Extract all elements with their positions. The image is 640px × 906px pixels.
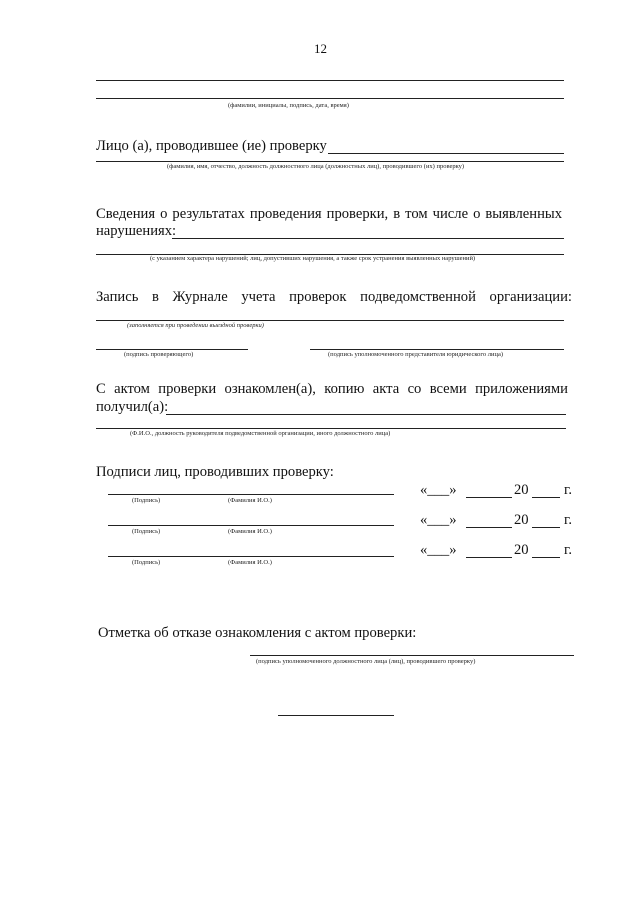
acquainted-line2: получил(а): [96,399,169,415]
blank-line-top-1 [96,80,564,81]
name-caption: (Фамилия И.О.) [228,559,272,566]
word: ознакомлен(а), [224,381,316,397]
signatures-heading: Подписи лиц, проводивших проверку: [96,464,334,480]
date-day: «___» [420,542,457,558]
acquainted-caption: (Ф.И.О., должность руководителя подведомственной организации, иного должностного лица) [130,430,391,437]
signature-caption: (Подпись) [132,528,161,535]
name-caption: (Фамилия И.О.) [228,528,272,535]
word: всеми [429,381,467,397]
word: акта [372,381,400,397]
date-month-line [466,527,512,528]
word: учета [241,289,276,305]
signature-line [108,494,394,495]
journal-sign-line-left [96,349,248,350]
word: том [405,206,428,222]
date-month-line [466,497,512,498]
inspector-blank-line-2 [96,161,564,162]
word: Журнале [172,289,228,305]
signature-caption: (Подпись) [132,497,161,504]
word: результатах [172,206,245,222]
journal-caption: (заполняется при проведении выездной проверки) [127,322,264,329]
date-year-line [532,557,560,558]
date-year-suffix: г. [564,482,572,498]
date-year-prefix: 20 [514,482,529,498]
signature-line [108,556,394,557]
word: Запись [96,289,139,305]
word: числе [432,206,469,222]
top-caption: (фамилии, инициалы, подпись, дата, время) [228,102,349,109]
journal-sign-line-right [310,349,564,350]
word: организации: [489,289,572,305]
signature-caption: (Подпись) [132,559,161,566]
word: в [393,206,401,222]
date-year-suffix: г. [564,512,572,528]
date-month-line [466,557,512,558]
page-number: 12 [314,41,327,56]
journal-blank-line [96,320,564,321]
journal-caption-left: (подпись проверяющего) [124,351,194,358]
word: со [407,381,422,397]
word: проверок [289,289,347,305]
inspector-label: Лицо (а), проводившее (ие) проверку [96,138,327,154]
inspector-blank-line [328,153,564,154]
results-blank-line [172,238,564,239]
inspector-caption: (фамилия, имя, отчество, должность должностного лица (должностных лиц), проводившего (их) проверку) [167,163,465,170]
word: С [96,381,106,397]
word: приложениями [475,381,568,397]
journal-caption-right: (подпись уполномоченного представителя юридического лица) [328,351,504,358]
refusal-blank-line [250,655,574,656]
date-year-suffix: г. [564,542,572,558]
word: проведения [249,206,322,222]
date-year-prefix: 20 [514,542,529,558]
results-line1 [96,207,562,222]
date-day: «___» [420,482,457,498]
acquainted-blank-line [166,414,566,415]
word: выявленных [485,206,562,222]
word: в [152,289,159,305]
results-caption: (с указанием характера нарушений; лиц, допустивших нарушения, а также срок устранения выявленных нарушений) [150,255,476,262]
refusal-label: Отметка об отказе ознакомления с актом проверки: [98,625,417,641]
results-line2: нарушениях: [96,223,177,239]
word: актом [114,381,150,397]
word: Сведения [96,206,156,222]
date-year-prefix: 20 [514,512,529,528]
word: копию [324,381,365,397]
journal-line [96,290,572,305]
closing-rule [278,715,394,716]
acquainted-blank-line-2 [96,428,566,429]
word: о [160,206,168,222]
word: подведомственной [360,289,476,305]
date-year-line [532,497,560,498]
refusal-caption: (подпись уполномоченного должностного лица (лиц), проводившего проверку) [256,658,476,665]
blank-line-top-2 [96,98,564,99]
word: проверки [158,381,217,397]
signature-line [108,525,394,526]
word: проверки, [326,206,389,222]
date-year-line [532,527,560,528]
name-caption: (Фамилия И.О.) [228,497,272,504]
acquainted-line1 [96,382,568,397]
date-day: «___» [420,512,457,528]
word: о [473,206,481,222]
